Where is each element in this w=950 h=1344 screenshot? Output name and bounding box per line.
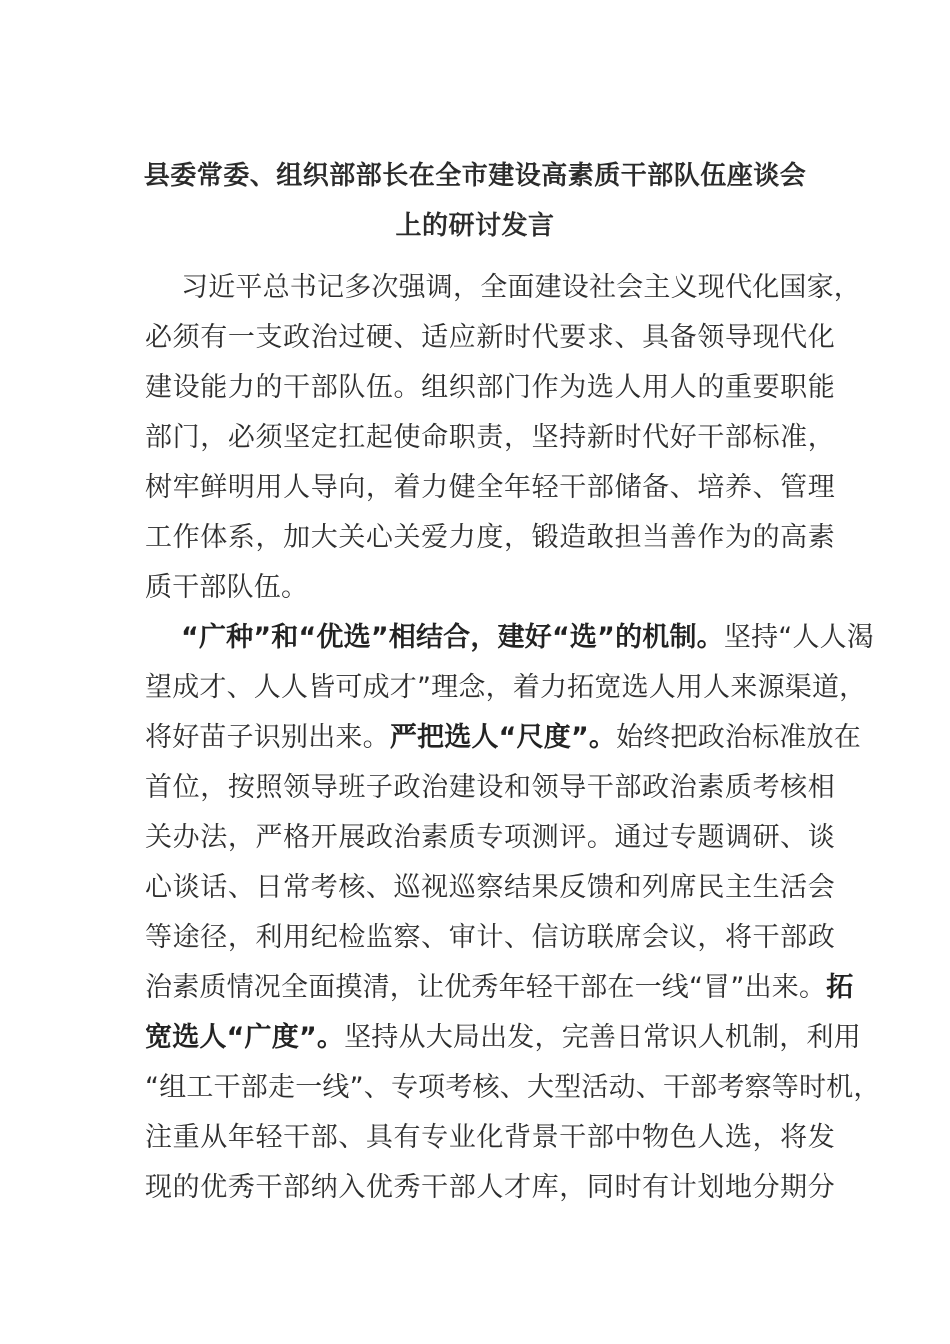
paragraph-line: [145, 566, 835, 616]
text-span: 心谈话、日常考核、巡视巡察结果反馈和列席民主生活会: [145, 872, 835, 903]
text-span: 望成才、人人皆可成才”理念，着力拓宽选人用人来源渠道，: [145, 672, 867, 703]
paragraph-line: [145, 416, 835, 466]
text-span: 坚持从大局出发，完善日常识人机制，利用: [344, 1022, 861, 1053]
document-title-line-2: 上的研讨发言: [395, 211, 555, 241]
paragraph-line: [145, 716, 861, 766]
paragraph-line: [145, 666, 867, 716]
text-span: 始终把政治标准放在: [616, 722, 861, 753]
paragraph-line: [145, 1116, 835, 1166]
paragraph-line: [145, 266, 861, 316]
paragraph-line: [145, 1166, 835, 1216]
paragraph-line: [145, 516, 835, 566]
bold-heading-span: “广种”和“优选”相结合，建好“选”的机制。: [181, 622, 724, 653]
text-span: “组工干部走一线”、专项考核、大型活动、干部考察等时机，: [145, 1072, 881, 1103]
text-span: 坚持“人人渴: [723, 622, 875, 653]
text-span: 习近平总书记多次强调，全面建设社会主义现代化国家，: [181, 272, 861, 303]
text-span: 现的优秀干部纳入优秀干部人才库，同时有计划地分期分: [145, 1172, 835, 1203]
document-title-line-1: 县委常委、组织部部长在全市建设高素质干部队伍座谈会: [143, 161, 807, 191]
paragraph-line: [145, 766, 835, 816]
paragraph-line: [145, 466, 835, 516]
bold-heading-span: 宽选人“广度”。: [145, 1022, 345, 1053]
paragraph-line: [145, 966, 854, 1016]
bold-heading-span: 严把选人“尺度”。: [389, 722, 617, 753]
text-span: 治素质情况全面摸清，让优秀年轻干部在一线“冒”出来。: [145, 972, 827, 1003]
text-span: 建设能力的干部队伍。组织部门作为选人用人的重要职能: [145, 372, 835, 403]
text-span: 树牢鲜明用人导向，着力健全年轻干部储备、培养、管理: [145, 472, 835, 503]
paragraph-line: [145, 1016, 861, 1066]
text-span: 工作体系，加大关心关爱力度，锻造敢担当善作为的高素: [145, 522, 835, 553]
paragraph-line: [145, 616, 875, 666]
text-span: 关办法，严格开展政治素质专项测评。通过专题调研、谈: [145, 822, 835, 853]
text-span: 将好苗子识别出来。: [145, 722, 390, 753]
paragraph-line: [145, 916, 835, 966]
text-span: 质干部队伍。: [145, 572, 309, 603]
text-span: 必须有一支政治过硬、适应新时代要求、具备领导现代化: [145, 322, 835, 353]
text-span: 首位，按照领导班子政治建设和领导干部政治素质考核相: [145, 772, 835, 803]
bold-heading-span: 拓: [826, 972, 854, 1003]
text-span: 注重从年轻干部、具有专业化背景干部中物色人选，将发: [145, 1122, 835, 1153]
text-span: 部门，必须坚定扛起使命职责，坚持新时代好干部标准，: [145, 422, 835, 453]
paragraph-line: [145, 366, 835, 416]
paragraph-line: [145, 816, 835, 866]
document-body: [145, 266, 881, 1216]
paragraph-line: [145, 866, 835, 916]
paragraph-line: [145, 1066, 881, 1116]
text-span: 等途径，利用纪检监察、审计、信访联席会议，将干部政: [145, 922, 835, 953]
paragraph-line: [145, 316, 835, 366]
